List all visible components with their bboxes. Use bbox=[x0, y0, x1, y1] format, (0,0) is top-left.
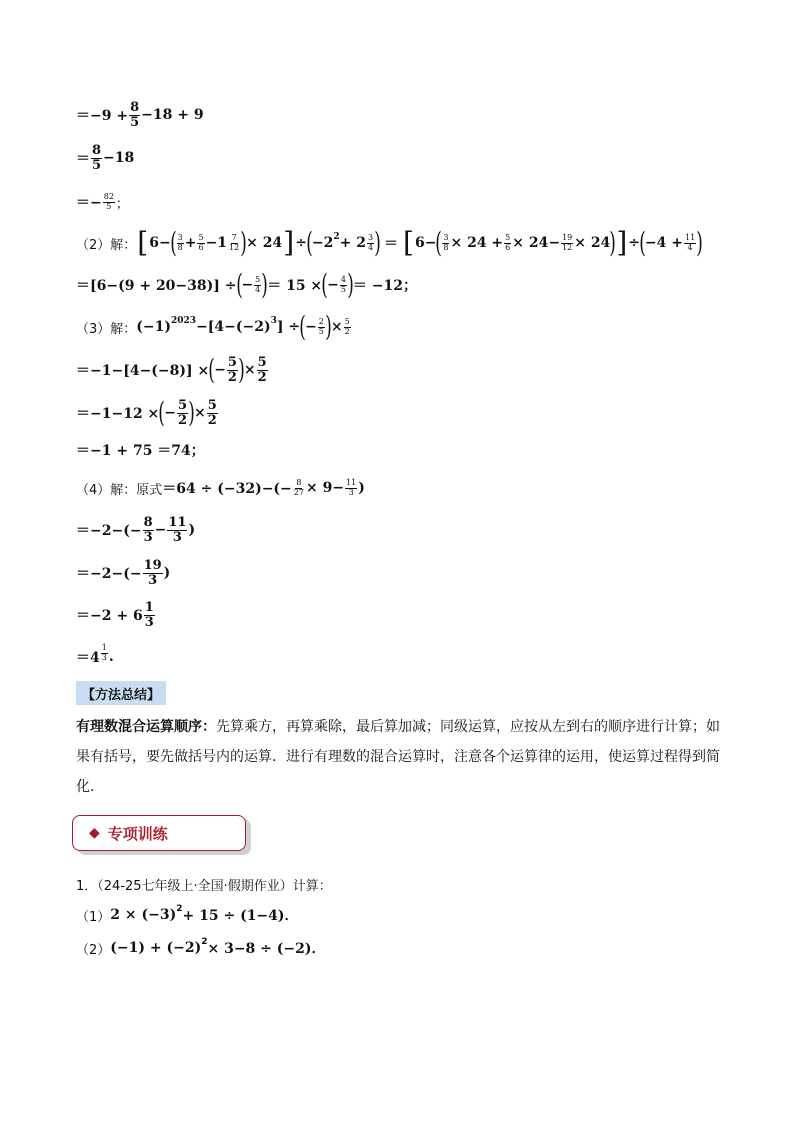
fraction bbox=[177, 234, 184, 253]
denominator: 5 bbox=[92, 157, 102, 173]
numerator: 8 bbox=[130, 99, 140, 115]
numerator: 19 bbox=[143, 557, 162, 573]
expr-text: ＝−1−[4−(−8)] × bbox=[76, 363, 210, 379]
exponent: 2023 bbox=[171, 316, 197, 326]
fraction bbox=[144, 601, 155, 629]
denominator: 12 bbox=[562, 242, 573, 252]
numerator: 3 bbox=[177, 232, 183, 242]
fraction bbox=[143, 516, 154, 544]
expr-text: 6− bbox=[414, 235, 437, 251]
denominator: 3 bbox=[144, 614, 154, 630]
expr-text: 2 × (−3) bbox=[110, 907, 177, 923]
expr-text: . bbox=[108, 649, 114, 665]
denominator: 2 bbox=[227, 369, 237, 385]
fraction bbox=[228, 234, 240, 253]
numerator: 5 bbox=[505, 232, 511, 242]
numerator: 8 bbox=[296, 477, 302, 487]
part-label: （3）解： bbox=[76, 321, 137, 337]
expr-text: −[4−(−2) bbox=[196, 319, 271, 335]
diamond-icon: ◆ bbox=[89, 825, 100, 841]
expr-text: −1 bbox=[205, 235, 228, 251]
bracket: [ bbox=[403, 226, 414, 259]
fraction bbox=[504, 234, 511, 253]
expr-text: − bbox=[154, 522, 167, 538]
fraction bbox=[254, 276, 261, 295]
numerator: 8 bbox=[143, 514, 153, 530]
expr-text: ＝ bbox=[76, 151, 90, 167]
expr-text: × 24 + bbox=[450, 235, 504, 251]
expr-text: × 24− bbox=[512, 235, 561, 251]
exponent: 2 bbox=[176, 904, 183, 914]
expr-text: −2 bbox=[311, 235, 334, 251]
exponent: 3 bbox=[270, 316, 277, 326]
part-2-line-2: ＝[6−(9 + 20−38)] ÷ ( − $\frac{5}{4}$ ) ＝ 15 × ( − $\frac{4}{5}$ ) ＝ −12； bbox=[76, 268, 417, 301]
part-label: （2）解： bbox=[76, 237, 137, 253]
denominator: 5 bbox=[318, 326, 324, 336]
fraction bbox=[103, 193, 115, 212]
exercise-item-1 bbox=[76, 903, 299, 927]
expr-text: ＝−9 + bbox=[76, 108, 129, 124]
expr-text: × bbox=[193, 405, 206, 421]
expr-text: ) bbox=[188, 522, 196, 538]
denominator: 5 bbox=[106, 201, 112, 211]
solution-line-2 bbox=[76, 143, 134, 173]
expr-text: × 9− bbox=[305, 480, 345, 496]
fraction bbox=[177, 399, 188, 427]
fraction bbox=[345, 479, 357, 498]
question-text: 1．（24-25七年级上·全国·假期作业）计算： bbox=[76, 878, 332, 894]
expr-text: ＝ bbox=[384, 236, 399, 252]
paren: ) bbox=[374, 226, 381, 259]
denominator: 5 bbox=[130, 114, 140, 130]
part-3-line-1: （3）解： (−1) 2023 −[4−(−2) 3 ] ÷ ( − $\frac{2}{5}$ ) × $\frac{5}{2}$ bbox=[76, 310, 350, 343]
denominator: 4 bbox=[255, 284, 261, 294]
numerator: 1 bbox=[144, 599, 154, 615]
denominator: 4 bbox=[687, 242, 693, 252]
exponent: 2 bbox=[201, 937, 208, 947]
expr-text: + 2 bbox=[339, 235, 366, 251]
fraction bbox=[442, 234, 449, 253]
denominator: 3 bbox=[348, 487, 354, 497]
denominator: 2 bbox=[344, 326, 350, 336]
bracket: [ bbox=[137, 226, 149, 259]
denominator: 3 bbox=[172, 529, 182, 545]
part-4-line-4 bbox=[76, 600, 156, 630]
fraction bbox=[227, 356, 238, 384]
numerator: 11 bbox=[346, 477, 357, 487]
denominator: 8 bbox=[443, 242, 449, 252]
expr-text: × bbox=[243, 362, 256, 378]
expr-text: ＝−1 + 75 ＝74； bbox=[76, 443, 205, 459]
denominator: 2 bbox=[177, 412, 188, 428]
expr-text: + bbox=[184, 235, 197, 251]
fraction bbox=[143, 559, 163, 587]
paren: ( bbox=[435, 226, 443, 259]
expr-text: ； bbox=[115, 196, 129, 212]
expr-text: + 15 ÷ (1−4)． bbox=[182, 908, 299, 924]
expr-text: (−1) bbox=[136, 319, 172, 335]
expr-text: ＝[6−(9 + 20−38)] ÷ bbox=[76, 278, 237, 294]
part-4-line-1 bbox=[76, 473, 365, 503]
fraction bbox=[684, 234, 696, 253]
summary-body: 先算乘方，再算乘除，最后算加减；同级运算，应按从左到右的顺序进行计算；如果有括号，要先做括号内的运算．进行有理数的混合运算时，注意各个运算律的运用，使运算过程得到简化． bbox=[76, 719, 720, 795]
part-4-line-5 bbox=[76, 642, 114, 672]
numerator: 82 bbox=[103, 191, 114, 201]
expr-text: ＝ −12； bbox=[352, 278, 417, 294]
fraction bbox=[207, 399, 218, 427]
exercise-question-1 bbox=[76, 872, 332, 896]
numerator: 5 bbox=[207, 397, 217, 413]
paren: ( bbox=[169, 226, 177, 259]
bracket: ] bbox=[616, 226, 628, 259]
numerator: 19 bbox=[562, 232, 573, 242]
expr-text: × 24 bbox=[574, 235, 611, 251]
expr-text: ＝−2 + 6 bbox=[76, 608, 143, 624]
numerator: 8 bbox=[92, 142, 102, 158]
fraction bbox=[167, 516, 187, 544]
numerator: 5 bbox=[227, 354, 237, 370]
expr-text: (−1) + (−2) bbox=[110, 940, 202, 956]
expr-text: ＝−1−12 × bbox=[76, 406, 160, 422]
expr-text: × 24 bbox=[246, 235, 283, 251]
expr-text: 6− bbox=[149, 235, 171, 251]
numerator: 3 bbox=[367, 232, 374, 242]
paren: ) bbox=[261, 268, 269, 301]
expr-text: ) bbox=[163, 565, 171, 581]
numerator: 5 bbox=[257, 354, 267, 370]
item-label: （2） bbox=[76, 942, 111, 958]
exercise-item-2 bbox=[76, 936, 325, 960]
expr-text: × 3−8 ÷ (−2)． bbox=[207, 941, 326, 957]
denominator: 5 bbox=[340, 284, 346, 294]
paren: ( bbox=[158, 396, 166, 429]
paren: ) bbox=[609, 226, 617, 259]
paren: ) bbox=[696, 226, 703, 259]
denominator: 2 bbox=[257, 369, 267, 385]
paren: ) bbox=[325, 310, 332, 343]
expr-text: ＝−2−(− bbox=[76, 523, 142, 539]
denominator: 3 bbox=[148, 572, 158, 588]
numerator: 5 bbox=[255, 274, 261, 284]
expr-text: × bbox=[330, 319, 343, 335]
item-label: （1） bbox=[76, 909, 111, 925]
denominator: 2 bbox=[207, 412, 217, 428]
fraction bbox=[257, 356, 268, 384]
denominator: 3 bbox=[101, 652, 107, 662]
fraction bbox=[129, 101, 140, 129]
exponent: 2 bbox=[333, 232, 340, 242]
fraction bbox=[318, 318, 325, 337]
numerator: 5 bbox=[177, 397, 188, 413]
numerator: 1 bbox=[101, 642, 107, 652]
expr-text: ＝ 15 × bbox=[267, 278, 323, 294]
expr-text: −18 + 9 bbox=[141, 107, 204, 123]
numerator: 5 bbox=[198, 232, 204, 242]
denominator: 8 bbox=[177, 242, 183, 252]
paren: ( bbox=[299, 310, 306, 343]
method-summary-tag: 【方法总结】 bbox=[76, 681, 166, 705]
fraction bbox=[197, 234, 204, 253]
fraction bbox=[367, 234, 374, 253]
expr-text: ] ÷ bbox=[276, 319, 301, 335]
numerator: 5 bbox=[344, 316, 350, 326]
expr-text: ) bbox=[358, 480, 365, 496]
fraction bbox=[344, 318, 351, 337]
expr-text: ＝− bbox=[76, 195, 102, 211]
paren: ( bbox=[639, 226, 646, 259]
fraction bbox=[340, 276, 347, 295]
numerator: 2 bbox=[318, 316, 324, 326]
denominator: 6 bbox=[505, 242, 511, 252]
paren: ( bbox=[208, 353, 215, 386]
section-header bbox=[72, 815, 246, 851]
solution-line-1 bbox=[76, 100, 204, 130]
numerator: 4 bbox=[340, 274, 346, 284]
summary-lead: 有理数混合运算顺序： bbox=[76, 719, 216, 735]
bracket: ] bbox=[283, 226, 295, 259]
expr-text: −4 + bbox=[644, 235, 683, 251]
numerator: 11 bbox=[685, 232, 696, 242]
paren: ( bbox=[306, 226, 313, 259]
part-label: （4）解：原式 bbox=[76, 482, 163, 498]
denominator: 6 bbox=[198, 242, 204, 252]
paren: ) bbox=[240, 226, 247, 259]
expr-text: ÷ bbox=[295, 235, 307, 251]
paren: ) bbox=[347, 268, 354, 301]
fraction bbox=[91, 144, 102, 172]
paren: ) bbox=[238, 353, 245, 386]
denominator: 27 bbox=[293, 487, 304, 497]
expr-text: ÷ bbox=[628, 235, 640, 251]
denominator: 12 bbox=[229, 242, 240, 252]
fraction bbox=[561, 234, 573, 253]
numerator: 11 bbox=[168, 514, 187, 530]
part-4-line-2 bbox=[76, 515, 195, 545]
numerator: 3 bbox=[443, 232, 449, 242]
expr-text: ＝64 ÷ (−32)−(− bbox=[162, 481, 292, 497]
part-3-line-2: ＝−1−[4−(−8)] × ( − $\frac{5}{2}$ ) × $\frac{5}{2}$ bbox=[76, 353, 267, 386]
paren: ( bbox=[321, 268, 328, 301]
expr-text: −18 bbox=[103, 150, 135, 166]
fraction bbox=[101, 644, 108, 663]
method-summary-text bbox=[76, 712, 720, 802]
paren: ) bbox=[188, 396, 195, 429]
numerator: 7 bbox=[231, 232, 237, 242]
expr-text: ＝−2−(− bbox=[76, 566, 142, 582]
part-2-line-1 bbox=[76, 228, 702, 258]
part-4-line-3 bbox=[76, 558, 170, 588]
expr-text: ＝4 bbox=[76, 650, 100, 666]
denominator: 3 bbox=[143, 529, 153, 545]
fraction bbox=[293, 479, 305, 498]
paren: ( bbox=[235, 268, 243, 301]
solution-line-3 bbox=[76, 187, 129, 217]
section-title: 专项训练 bbox=[107, 824, 168, 843]
part-3-line-3: ＝−1−12 × ( − $\frac{5}{2}$ ) × $\frac{5}{2}$ bbox=[76, 396, 217, 429]
part-3-line-4 bbox=[76, 435, 205, 465]
denominator: 4 bbox=[367, 242, 374, 252]
